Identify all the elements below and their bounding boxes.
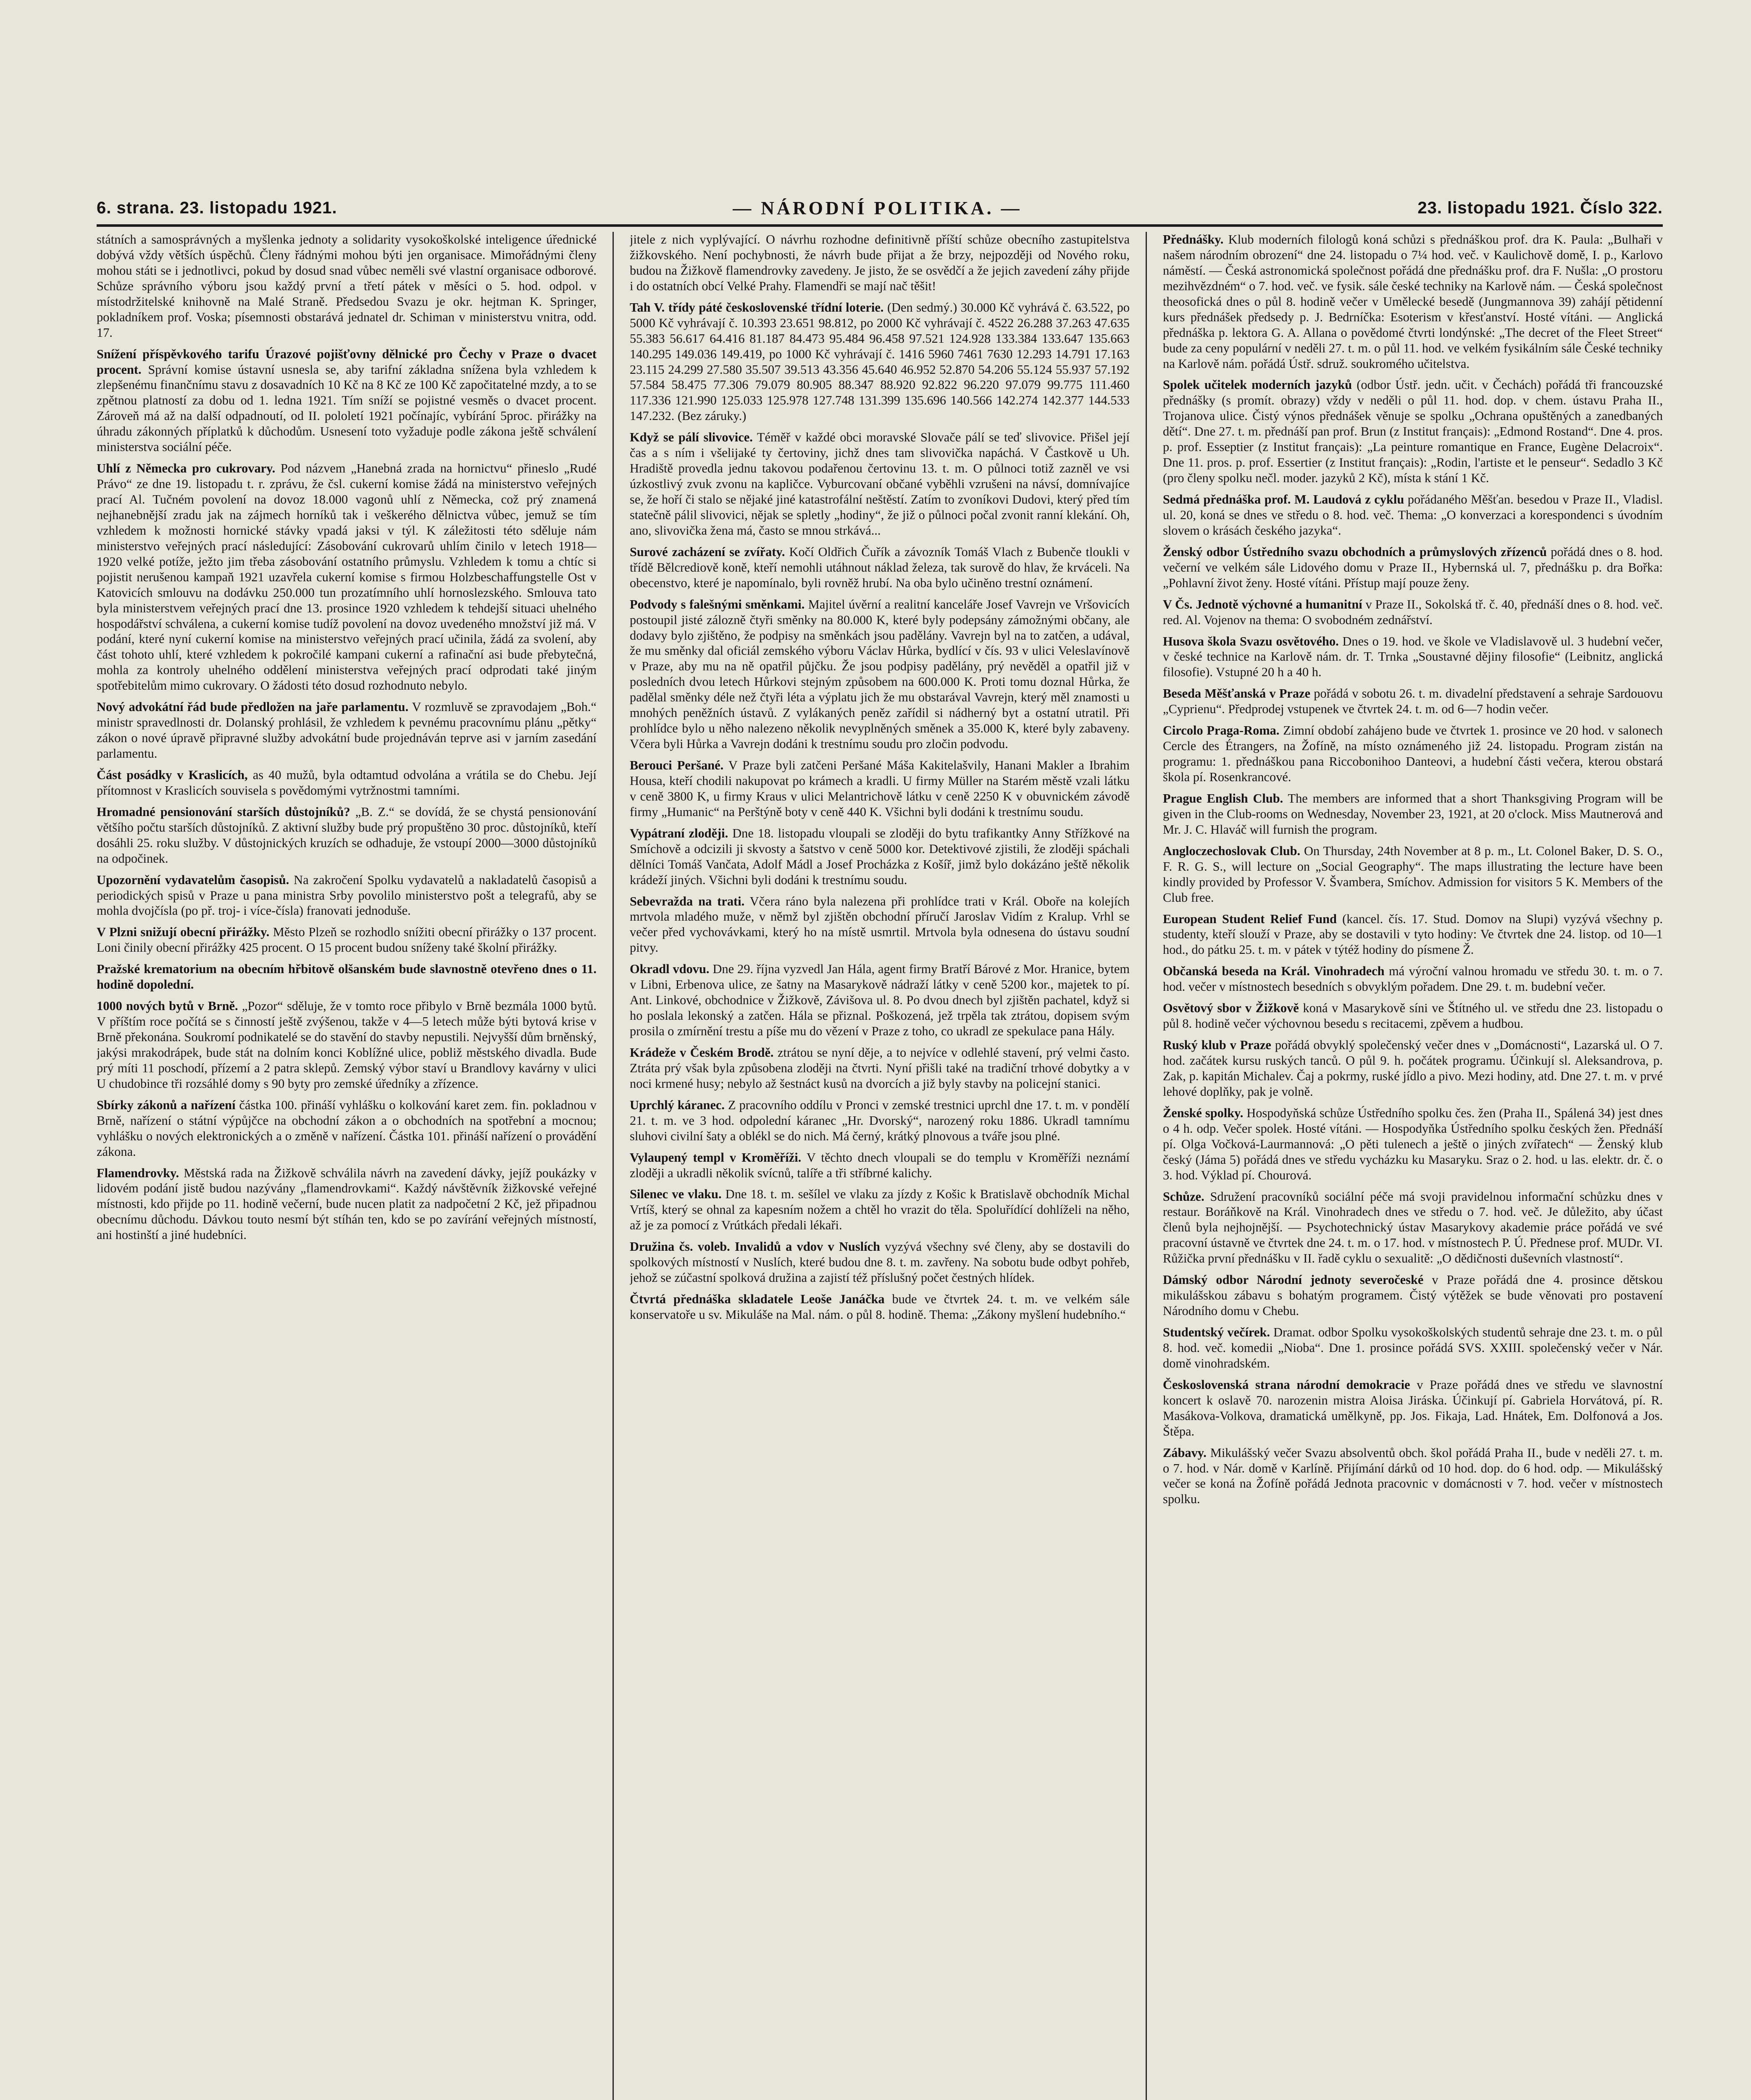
article-body: V rozmluvě se zpravodajem „Boh.“ ministr spravedlnosti dr. Dolanský prohlásil, že vzhledem k pevnému pracovnímu plánu „pětky“ zákon o nové úpravě připravné služby advokátní bude projednáván teprve asi v jarním zasedání parlamentu. bbox=[97, 700, 597, 761]
article-body: ztrátou se nyní děje, a to nejvíce v odlehlé stavení, prý velmi často. Ztráta prý však byla způsobena zloději na čtvrti. Nyní přišli také na tradiční trhové dobytky a v noci krmené husy; nebylo až šestnáct kusů na dvorcích a již byly stavby na policejní stanici. bbox=[630, 1045, 1130, 1091]
article bbox=[630, 544, 1130, 591]
article-body: (kancel. čís. 17. Stud. Domov na Slupi) vyzývá všechny p. studenty, kteří slouží v Praze, aby se dostavili v tyto hodiny: Ve čtvrtek dne 24. listop. od 10—1 hod., do pátku 25. t. m. v pátek v týtéž hodiny do písmene Ž. bbox=[1163, 911, 1663, 957]
column-divider bbox=[613, 232, 614, 2100]
article-headline: Dámský odbor Národní jednoty severočeské bbox=[1163, 1273, 1424, 1287]
article bbox=[97, 461, 597, 693]
article-body: bude ve čtvrtek 24. t. m. ve velkém sále konservatoře u sv. Mikuláše na Mal. nám. o půl 8. hodině. Thema: „Zákony myšlení hudebního.“ bbox=[630, 1292, 1130, 1322]
article-headline: Pražské krematorium na obecním hřbitově olšanském bude slavnostně otevřeno dnes o 11. hodině dopolední. bbox=[97, 962, 597, 992]
article bbox=[630, 961, 1130, 1039]
article bbox=[97, 232, 597, 341]
article-headline: Studentský večírek. bbox=[1163, 1325, 1270, 1339]
article-headline: Sebevražda na trati. bbox=[630, 894, 745, 908]
column-1 bbox=[97, 232, 597, 2100]
article bbox=[1163, 911, 1663, 958]
article-headline: Tah V. třídy páté československé třídní loterie. bbox=[630, 300, 884, 315]
article-body: Městská rada na Žižkově schválila návrh na zavedení dávky, jejíž poukázky v lidovém podání jistě budou nazývány „flamendrovkami“. Každý návštěvník žižkovské veřejné místnosti, kdo přijde po 11. hodině večerní, bude nucen platit za nadpočetní 2 Kč, jež připadnou obecnímu důchodu. Dávkou touto nesmí být stíhán ten, kdo se po zavírání veřejných místností, ani hostinští a jiné hudebníci. bbox=[97, 1166, 597, 1242]
article bbox=[1163, 1189, 1663, 1267]
article bbox=[1163, 686, 1663, 717]
article-headline: Prague English Club. bbox=[1163, 791, 1283, 806]
masthead-right: 23. listopadu 1921. Číslo 322. bbox=[1417, 198, 1663, 217]
article-headline: Husova škola Svazu osvětového. bbox=[1163, 634, 1339, 648]
article-headline: Nový advokátní řád bude předložen na jaře parlamentu. bbox=[97, 700, 409, 714]
article-body: pořádá dnes o 8. hod. večerní ve velkém sále Lidového domu v Praze II., Hybernská ul. 7, přednášku p. dra Bořka: „Pohlavní život ženy. Hosté vítáni. Přístup mají pouze ženy. bbox=[1163, 544, 1663, 590]
article bbox=[630, 597, 1130, 752]
article bbox=[97, 767, 597, 798]
article-headline: Uhlí z Německa pro cukrovary. bbox=[97, 461, 276, 476]
article-headline: Schůze. bbox=[1163, 1189, 1204, 1204]
article bbox=[630, 894, 1130, 956]
article-body: Dnes o 19. hod. ve škole ve Vladislavově ul. 3 hudební večer, v české technice na Karlově nám. dr. T. Trnka „Soustavné dějiny filosofie“ (Leibnitz, anglická filosofie). Vstupné 20 h a 40 h. bbox=[1163, 634, 1663, 680]
article-headline: Osvětový sbor v Žižkově bbox=[1163, 1001, 1299, 1016]
article-body: Pod názvem „Hanebná zrada na hornictvu“ přineslo „Rudé Právo“ ze dne 19. listopadu t. r. zprávu, že čsl. cukerní komise žádá na ministerstvo veřejných prací Al. Tučném povolení na dovoz 18.000 vagonů uhlí z Německa, což prý znamená nejhanebnější zradu jak na zájmech horníků tak i veškerého dělnictva vůbec, jemuž se tím vzhledem k možnosti hornické stávky vpadá jaksi v týl. K záležitosti této sděluje nám ministerstvo veřejných prací následující: Zásobování cukrovarů uhlím činilo v letech 1918—1920 velké potíže, ježto jim třeba zásobování ostatního průmyslu. Vzhledem k tomu a chtíc si pojistit nerušenou kampaň 1921 uzavřela cukerní komise s firmou Holzbeschaffungstelle Ost v Katovicích smlouvu na dodávku 250.000 tun prozatímního uhlí hornoslezského. Smlouva tato byla ministerstvem veřejných prací dne 13. prosince 1920 vzhledem k tehdejší situaci uhelného hospodářství schválena, a cukerní komise tudíž povolení na dovoz uvedeného množství již má. V podání, které nyní cukerní komise na ministerstvo veřejných prací učinila, žádá za svolení, aby část tohoto uhlí, které vzhledem k pokročilé kampani cukerní a rafinační asi bude přebytečná, mohla za kontroly uhelného oddělení ministerstva veřejných prací odprodati také jiným spotřebitelům mimo cukrovary. O žádosti této dosud rozhodnuto nebylo. bbox=[97, 461, 597, 693]
article bbox=[1163, 232, 1663, 371]
article-body: jitele z nich vyplývající. O návrhu rozhodne definitivně příští schůze obecního zastupitelstva žižkovského. Není pochybnosti, že návrh bude přijat a že brzy, nejpozději od Nového roku, budou na Žižkově flamendrovky zavedeny. Je jisto, že se osvědčí a že jejich zavedení záhy přijde i do ostatních obcí Velké Prahy. Flamendři se mají nač těšit! bbox=[630, 232, 1130, 293]
article bbox=[630, 1150, 1130, 1181]
article bbox=[1163, 1037, 1663, 1100]
article bbox=[97, 346, 597, 455]
article-body: Sdružení pracovníků sociální péče má svoji pravidelnou informační schůzku dnes v restaur. Boráňkově na Král. Vinohradech dnes ve středu o 7. hod. več. Je důležito, aby účast členů byla nejhojnější. — Psychotechnický ústav Masarykovy akademie práce pořádá ve své pracovní ústavně ve čtvrtek dne 24. t. m. o 17. hod. v místnostech P. Ú. Přednese prof. MUDr. VI. Růžička první přednášku v II. řadě cyklu o sexualitě: „O dědičnosti duševních vlastností“. bbox=[1163, 1189, 1663, 1266]
article bbox=[1163, 634, 1663, 680]
article-headline: Circolo Praga-Roma. bbox=[1163, 723, 1280, 738]
article-body: Dramat. odbor Spolku vysokoškolských studentů sehraje dne 23. t. m. o půl 8. hod. več. komedii „Nioba“. Dne 1. prosince pořádá SVS. XXIII. společenský večer v Nár. domě vinohradském. bbox=[1163, 1325, 1663, 1370]
article-body: (odbor Ústř. jedn. učit. v Čechách) pořádá tři francouzské přednášky (s promít. obrazy) vždy v neděli o půl 11. hod. dop. v chem. ústavu Praha II., Trojanova ulice. Čistý výnos přednášek věnuje se spolku „Ochrana opuštěných a zanedbaných dětí“. Dne 27. t. m. přednáší pan prof. Brun (z Institut français): „Edmond Rostand“. Dne 4. pros. p. prof. Esseptier (z Institut français): „La peinture romantique en France, Eugène Delacroix“. Dne 11. pros. p. prof. Essertier (z Institut français): „Rodin, l'artiste et le penseur“. Sedadlo 3 Kč (pro členy spolku nečl. moder. jazyků 2 Kč), místa k stání 1 Kč. bbox=[1163, 378, 1663, 486]
article-headline: Snížení příspěvkového tarifu Úrazové pojišťovny dělnické pro Čechy v Praze o dvacet procent. bbox=[97, 346, 597, 377]
article bbox=[630, 826, 1130, 888]
article-headline: Okradl vdovu. bbox=[630, 962, 710, 976]
article-headline: Angloczechoslovak Club. bbox=[1163, 843, 1301, 858]
article-headline: Čtvrtá přednáška skladatele Leoše Janáčka bbox=[630, 1292, 885, 1307]
article-body: Dne 18. listopadu vloupali se zloději do bytu trafikantky Anny Střížkové na Smíchově a odcizili ji skvosty a šatstvo v ceně 5000 kor. Detektivové zjistili, že zloději spáchali dělníci Tomáš Vančata, Adolf Mádl a Josef Procházka z Košíř, jimž bylo dokázáno ještě několik krádeží jiných. Všichni byli dodáni k trestnímu soudu. bbox=[630, 826, 1130, 887]
article bbox=[97, 804, 597, 866]
article-body: Včera ráno byla nalezena při prohlídce trati v Král. Oboře na kolejích mrtvola mladého muže, v němž byl zjištěn obchodní příručí Jaroslav Vidím z Kralup. Vrhl se večer před vychovávkami, který ho na místě usmrtil. Mrtvola byla odnesena do ústavu soudní pitvy. bbox=[630, 894, 1130, 955]
article bbox=[1163, 1377, 1663, 1439]
article-headline: Ženské spolky. bbox=[1163, 1105, 1244, 1120]
article-body: Z pracovního oddílu v Pronci v zemské trestnici uprchl dne 17. t. m. v pondělí 21. t. m. ve 3 hod. odpolední káranec „Hr. Dvorský“, narozený roku 1886. Ukradl tamnímu sluhovi civilní šaty a oblékl se do nich. Má černý, krátký plnovous a tváře jsou plné. bbox=[630, 1097, 1130, 1143]
article bbox=[1163, 1105, 1663, 1183]
article bbox=[97, 924, 597, 956]
article-headline: Krádeže v Českém Brodě. bbox=[630, 1045, 774, 1060]
article-headline: Část posádky v Kraslicích, bbox=[97, 767, 248, 782]
masthead-rule bbox=[97, 224, 1663, 227]
article-headline: Ruský klub v Praze bbox=[1163, 1038, 1271, 1053]
article-headline: Zábavy. bbox=[1163, 1445, 1207, 1460]
article bbox=[97, 872, 597, 919]
article bbox=[1163, 1325, 1663, 1371]
article-body: Kočí Oldřich Čuřík a závozník Tomáš Vlach z Bubenče tloukli v třídě Bělcrediově koně, kteří nemohli utáhnout náklad železa, tak surově do hlav, že krváceli. Na obecenstvo, které je napomínalo, byli rovněž hrubí. Na oba bylo učiněno trestní oznámení. bbox=[630, 544, 1130, 590]
article-body: Hospodyňská schůze Ústředního spolku čes. žen (Praha II., Spálená 34) jest dnes o 4 h. odp. Večer spolek. Hosté vítáni. — Hospodyňka Ústředního spolku českých žen. Přednáší pí. Olga Vočková-Laurmannová: „O pěti tulenech a ještě o jiných zvířatech“ — Ženský klub český (Jáma 5) pořádá dnes ve středu vycházku ku Masaryku. Sraz o 2. hod. u las. elektr. dr. č. o 3. hod. Výklad pí. Chourová. bbox=[1163, 1105, 1663, 1182]
article-body: částka 100. přináší vyhlášku o kolkování karet zem. fin. pokladnou v Brně, nařízení o státní výpůjčce na obchodní zákon a o obchodních na spotřební a mocnou; vyhlášku o nových elektronických a o změně v nařízení. Částka 101. přináší nařízení o provádění zákona. bbox=[97, 1097, 597, 1159]
column-3 bbox=[1163, 232, 1663, 2100]
article-body: pořádá v sobotu 26. t. m. divadelní představení a sehraje Sardouovu „Cyprienu“. Předprodej vstupenek ve čtvrtek 24. t. m. od 6—7 hodin večer. bbox=[1163, 686, 1663, 717]
article bbox=[630, 300, 1130, 424]
article-headline: Občanská beseda na Král. Vinohradech bbox=[1163, 964, 1385, 979]
article bbox=[630, 232, 1130, 294]
article-headline: Beseda Měšťanská v Praze bbox=[1163, 686, 1311, 701]
article-headline: Ženský odbor Ústředního svazu obchodních a průmyslových zřízenců bbox=[1163, 544, 1547, 559]
article-headline: Československá strana národní demokracie bbox=[1163, 1377, 1410, 1392]
article-body: „Pozor“ sděluje, že v tomto roce přibylo v Brně bezmála 1000 bytů. V příštím roce počítá se s činností ještě zvýšenou, takže v 4—5 letech může býti bytová krise v Brně překonána. Soukromí podnikatelé se do stavění do stavby nepustili. Nejvyšší dům brněnský, jakýsi mrakodrápek, bude stát na dolním konci Koblížné ulice, pobliž městského divadla. Bude prý míti 11 poschodí, přízemí a 2 patra sklepů. Zemský výbor staví u Brandlovy kavárny v ulici U chudobince tři rozsáhlé domy s 90 byty pro zemské úředníky a zřízence. bbox=[97, 999, 597, 1091]
article-body: pořádá obvyklý společenský večer dnes v „Domácnosti“, Lazarská ul. O 7. hod. začátek kursu ruských tanců. O půl 9. h. počátek programu. Účinkují sl. Aleksandrova, p. Zak, p. kapitán Michalev. Čaj a pokrmy, ruské jídlo a pivo. Mezi hodiny, atd. Dne 27. t. m. v prvé lehové doplňky, pak je volně. bbox=[1163, 1038, 1663, 1099]
article-body: koná v Masarykově síni ve Štítného ul. ve středu dne 23. listopadu o půl 8. hodině večer výchovnou besedu s recitacemi, zpěvem a hudbou. bbox=[1163, 1001, 1663, 1031]
article-headline: Vypátraní zloději. bbox=[630, 826, 728, 840]
article-headline: Družina čs. voleb. Invalidů a vdov v Nuslích bbox=[630, 1239, 880, 1254]
masthead-left: 6. strana. 23. listopadu 1921. bbox=[97, 198, 337, 217]
article bbox=[97, 961, 597, 992]
article bbox=[97, 998, 597, 1092]
article-body: Dne 18. t. m. sešílel ve vlaku za jízdy z Košic k Bratislavě obchodník Michal Vrtíš, který se ohnal za kapesním nožem a chtěl ho vrazit do těla. Spoluřídící dohlíželi na něho, až je za pomocí z Vrútkách předali lékaři. bbox=[630, 1187, 1130, 1233]
article-body: Město Plzeň se rozhodlo snížiti obecní přirážky o 137 procent. Loni činily obecní přirážky 425 procent. O 15 procent budou sníženy také školní přirážky. bbox=[97, 925, 597, 955]
article-body: V Praze byli zatčeni Peršané Máša Kakitelašvily, Hanani Makler a Ibrahim Housa, kteří chodili nakupovat po krámech a kradli. U firmy Müller na Starém městě vzali látku v ceně 3800 K, u firmy Kraus v ulici Melantrichově látku v ceně 2250 K v obuvnickém závodě firmy „Humanic“ na Perštýně boty v ceně 440 K. Všichni byli dodáni k trestnímu soudu. bbox=[630, 758, 1130, 819]
article-headline: Spolek učitelek moderních jazyků bbox=[1163, 378, 1352, 392]
column-divider bbox=[1146, 232, 1147, 2100]
article-body: „B. Z.“ se dovídá, že se chystá pensionování většího počtu starších důstojníků. Z aktivní služby bude prý propuštěno 30 proc. důstojníků, kteří dosáhli 25. roku služby. V důstojnických kruzích se odhaduje, že vstoupí 2000—3000 důstojníků na odpočinek. bbox=[97, 804, 597, 866]
article-headline: V Čs. Jednotě výchovné a humanitní bbox=[1163, 597, 1362, 612]
article-body: Téměř v každé obci moravské Slovače pálí se teď slivovice. Přišel její čas a s ním i všelijaké ty čertoviny, jichž dnes tam slivovička napáchá. V Častkově u Uh. Hradiště provedla jednu takovou podařenou čertovinu 13. t. m. O půlnoci totiž zazněl ve vsi úzkostlivý zvuk zvonu na kapličce. Vyburcovaní občané vyběhli vzrušeni na návsí, domnívajíce se, že hoří či stalo se nějaké jiné katastrofální neštěstí. Zatím to zvoníkovi Dudovi, který před tím statečně pálil slivovici, nějak se spletly „hodiny“, že již o půlnoci počal zvonit ranní klekání. Oh, ano, slivovička žena má, často se mnou strkává... bbox=[630, 430, 1130, 538]
article bbox=[630, 1097, 1130, 1144]
article-body: v Praze II., Sokolská tř. č. 40, přednáší dnes o 8. hod. več. red. Al. Vojenov na thema: O svobodném zednářství. bbox=[1163, 597, 1663, 627]
article-body: as 40 mužů, byla odtamtud odvolána a vrátila se do Chebu. Její přítomnost v Kraslicích souvisela s povědomými vytržnostmi tamními. bbox=[97, 767, 597, 798]
article-body: Správní komise ústavní usnesla se, aby tarifní základna snížena byla vzhledem k zlepšenému finančnímu stavu z dosavadních 10 Kč na 8 Kč ze 100 Kč započitatelné mzdy, a to se zpětnou platností za dobu od 1. ledna 1921. Tím sníží se pojistné vesměs o dvacet procent. Zároveň má až na další odpadnoutí, od II. pololetí 1921 počínajíc, vybírání 5proc. přirážky na úhradu zákonných příplatků k důchodům. Usnesení toto vyžaduje podle zákona ještě schválení ministerstva sociální péče. bbox=[97, 362, 597, 454]
article bbox=[1163, 1272, 1663, 1319]
article bbox=[1163, 377, 1663, 486]
article-body: The members are informed that a short Thanksgiving Program will be given in the Club-rooms on Wednesday, November 23, 1921, at 20 o'clock. Miss Mautnerová and Mr. J. C. Hlaváč will furnish the program. bbox=[1163, 791, 1663, 837]
article bbox=[97, 699, 597, 761]
article-body: Majitel úvěrní a realitní kanceláře Josef Vavrejn ve Vršovicích postoupil jisté zálozně čtyři směnky na 80.000 K, které byly podepsány zámožnými občany, ale dodavy bylo zjištěno, že podpisy na směnkách jsou padělány. Vavrejn byl na to zatčen, a udával, že mu směnky dal oficiál zemského výboru Václav Hůrka, bydlící v čís. 93 v ulici Veleslavínově v Praze, aby mu na ně opatřil půjčku. Že jsou podpisy padělány, prý nevěděl a opatřil již v posledních dvou letech Hůrkovi stejným způsobem na 600.000 K. Proti tomu doznal Hůrka, že padělal směnky déle než čtyři léta a výplatu jich že mu obstarával Vavrejn, který měl znamosti u mnohých peněžních ústavů. Z vylákaných peněz zařídil si nádherný byt a ostatní utratil. Při prohlídce bylo u něho nalezeno několik nevyplněných směnek a 35.000 K, které byly zabaveny. Včera byli Hůrka a Vavrejn dodáni k trestnímu soudu pro zločin podvodu. bbox=[630, 597, 1130, 751]
article bbox=[97, 1166, 597, 1243]
article bbox=[630, 430, 1130, 538]
article-body: Mikulášský večer Svazu absolventů obch. škol pořádá Praha II., bude v neděli 27. t. m. o 7. hod. v Nár. domě v Karlíně. Přijímání dárků od 10 hod. dop. do 6 hod. odp. — Mikulášský večer se koná na Žofíně pořádá Jednota pracovnic v domácnosti v 7. hod. večer v místnostech spolku. bbox=[1163, 1445, 1663, 1507]
article-headline: Berouci Peršané. bbox=[630, 758, 724, 772]
article-body: v Praze pořádá dne 4. prosince dětskou mikulášskou zábavu s bohatým programem. Čistý výtěžek se bude věnovati pro postavení Národního domu v Chebu. bbox=[1163, 1273, 1663, 1318]
article bbox=[630, 1045, 1130, 1092]
columns bbox=[97, 232, 1663, 2100]
article-headline: V Plzni snižují obecní přirážky. bbox=[97, 925, 270, 940]
article-body: Dne 29. října vyzvedl Jan Hála, agent firmy Bratří Bárové z Mor. Hranice, bytem v Libni, Erbenova ulice, ze šatny na Masarykově nádraží látky v ceně 5200 kor., majetek to pí. Ant. Linkové, obchodnice v Žižkově, Závišova ul. 8. Po dvou dnech byl zjištěn pachatel, když si ho poslala lekonský a zatčen. Hála se přiznal. Poškozená, jež trpěla tak ztrátou, dopisem svým prosila o zmírnění trestu a píše mu do vězení v Praze z toho, co ukradl ze spekulace pana Hály. bbox=[630, 962, 1130, 1038]
article-body: On Thursday, 24th November at 8 p. m., Lt. Colonel Baker, D. S. O., F. R. G. S., will lecture on „Social Geography“. The maps illustrating the lecture have been kindly provided by Professor V. Švambera, Smíchov. Admission for visitors 5 K. Members of the Club free. bbox=[1163, 843, 1663, 905]
masthead bbox=[97, 193, 1663, 223]
article bbox=[630, 1292, 1130, 1323]
article-headline: Vylaupený templ v Kroměříži. bbox=[630, 1150, 802, 1165]
article-headline: Když se pálí slivovice. bbox=[630, 430, 753, 445]
article-headline: Přednášky. bbox=[1163, 232, 1224, 247]
article-headline: Podvody s falešnými směnkami. bbox=[630, 597, 805, 612]
masthead-title: — NÁRODNÍ POLITIKA. — bbox=[733, 197, 1022, 218]
article bbox=[1163, 492, 1663, 538]
article-body: Na zakročení Spolku vydavatelů a nakladatelů časopisů a periodických spisů v Praze u pana ministra Srby povolilo ministerstvo pošt a telegrafů, aby se mohla dvojčísla (po př. troj- i více-čísla) franovati jednoduše. bbox=[97, 872, 597, 918]
article-headline: Hromadné pensionování starších důstojníků? bbox=[97, 804, 350, 819]
article bbox=[1163, 1445, 1663, 1507]
column-2 bbox=[630, 232, 1130, 2100]
article bbox=[630, 758, 1130, 820]
article-headline: Sbírky zákonů a nařízení bbox=[97, 1097, 236, 1112]
article bbox=[1163, 791, 1663, 837]
article bbox=[1163, 723, 1663, 785]
article-headline: Uprchlý káranec. bbox=[630, 1097, 725, 1112]
article-body: vyzývá všechny své členy, aby se dostavili do spolkových místností v Nuslích, které budou dne 8. t. m. zavřeny. Na sobotu bude odbyt pohřeb, jehož se zúčastní spolková družina a zajistí též příslušný počet čestných hlídek. bbox=[630, 1239, 1130, 1285]
article-headline: Surové zacházení se zvířaty. bbox=[630, 544, 785, 559]
article-body: (Den sedmý.) 30.000 Kč vyhrává č. 63.522, po 5000 Kč vyhrávají č. 10.393 23.651 98.812, po 2000 Kč vyhrávají č. 4522 26.288 37.263 47.635 55.383 56.617 64.416 81.187 84.473 95.484 96.458 97.521 124.928 133.384 133.647 135.663 140.295 149.036 149.419, po 1000 Kč vyhrávají č. 1416 5960 7461 7630 12.293 14.791 17.163 23.115 24.299 27.580 35.507 39.513 43.356 45.640 46.952 52.870 54.206 55.124 55.937 57.192 57.584 58.475 77.306 79.079 80.905 88.347 88.920 92.822 96.220 97.079 99.775 111.460 117.336 121.990 125.033 125.978 127.748 131.399 135.696 140.566 142.274 142.377 144.533 147.232. (Bez záruky.) bbox=[630, 300, 1130, 423]
article-body: pořádaného Měšťan. besedou v Praze II., Vladisl. ul. 20, koná se dnes ve středu o 8. hod. več. Thema: „O konverzaci a korespondenci s úvodním slovem o krásách českého jazyka“. bbox=[1163, 492, 1663, 538]
article-headline: 1000 nových bytů v Brně. bbox=[97, 999, 238, 1013]
article-headline: Silenec ve vlaku. bbox=[630, 1187, 722, 1202]
article bbox=[1163, 963, 1663, 995]
article bbox=[1163, 1000, 1663, 1032]
article-body: v Praze pořádá dnes ve středu ve slavnostní koncert k oslavě 70. narozenin mistra Aloisa Jiráska. Účinkují pí. Gabriela Horvátová, pí. R. Masákova-Volkova, dramatická umělkyně, pp. Jos. Fikaja, Lad. Hnátek, Em. Dolfonová a Jos. Štěpa. bbox=[1163, 1377, 1663, 1438]
article-headline: Sedmá přednáška prof. M. Laudová z cyklu bbox=[1163, 492, 1404, 507]
article-headline: Flamendrovky. bbox=[97, 1166, 179, 1180]
article-body: má výroční valnou hromadu ve středu 30. t. m. o 7. hod. večer v místnostech besedních s obvyklým pořadem. Dne 29. t. m. budební večer. bbox=[1163, 964, 1663, 994]
article bbox=[630, 1186, 1130, 1233]
article-headline: Upozornění vydavatelům časopisů. bbox=[97, 872, 289, 887]
article-headline: European Student Relief Fund bbox=[1163, 911, 1337, 926]
article bbox=[1163, 597, 1663, 628]
article bbox=[1163, 843, 1663, 906]
article-body: Klub moderních filologů koná schůzi s přednáškou prof. dra K. Paula: „Bulhaři v našem národním obrození“ dne 24. listopadu o 7¼ hod. več. v Kaulichově domě, I. p., Karlovo náměstí. — Česká astronomická společnost pořádá dne přednášku prof. dra F. Nušla: „O prostoru mezihvězdném“ o 7. hod. več. ve fysik. sále české techniky na Karlově nám. — Česká společnost theosofická dnes o půl 8. hodině večer v Umělecké besedě (Jungmannova 39) zahájí pětidenní kurs přednášek předsedy p. J. Bedrníčka: Esoterism v křesťanství. Hosté vítáni. — Anglická přednáška p. lektora G. A. Allana o povědomé čtvrti londýnské: „The decret of the Fleet Street“ bude za ceny populární v neděli 27. t. m. o půl 11. hod. ve velkém fysikálním sále České techniky na Karlově nám. pořádá Ústř. sdruž. soukromého učitelstva. bbox=[1163, 232, 1663, 371]
article bbox=[97, 1097, 597, 1160]
article-body: státních a samosprávných a myšlenka jednoty a solidarity vysokoškolské inteligence úřednické dobývá vždy větších úspěchů. Členy řádnými mohou býti jen organisace. Mimořádnými členy mohou státi se i jednotlivci, pokud by dosud snad vůbec neměli své vlastní organisace odborové. Schůze správního výboru jsou každý první a třetí pátek v měsíci o 5. hod. odpol. v místodržitelské knihovně na Malé Straně. Předsedou Svazu je okr. hejtman K. Springer, pokladníkem prof. Voska; písemnosti obstarává jednatel dr. Schiman v ministerstvu vnitra, odd. 17. bbox=[97, 232, 597, 340]
article-body: Zimní období zahájeno bude ve čtvrtek 1. prosince ve 20 hod. v salonech Cercle des Étrangers, na Žofíně, na místo oznámeného již 24. listopadu. Program zistán na programu: 1. přednáškou pana Riccobonihoo Danteovi, a hudební části večera, kterou obstará škola pí. Rosenkrancové. bbox=[1163, 723, 1663, 784]
article bbox=[1163, 544, 1663, 591]
article-body: V těchto dnech vloupali se do templu v Kroměříži neznámí zloději a ukradli několik svícnů, talíře a tři stříbrné kalichy. bbox=[630, 1150, 1130, 1180]
article bbox=[630, 1239, 1130, 1286]
